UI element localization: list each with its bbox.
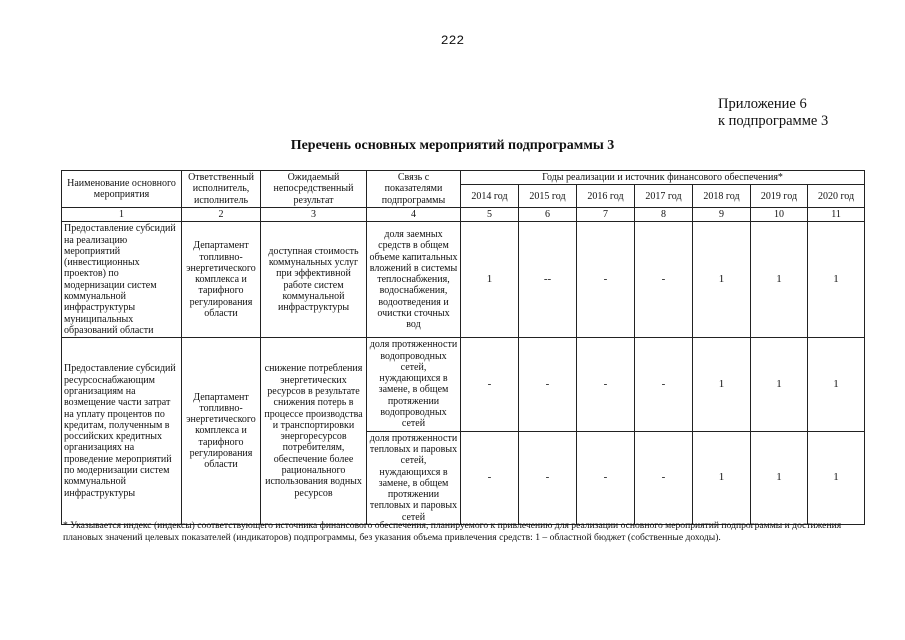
- column-number: 11: [808, 208, 865, 222]
- header-row: [62, 171, 865, 185]
- year-value: 1: [808, 338, 865, 431]
- year-value: -: [461, 431, 519, 524]
- column-number: 3: [261, 208, 367, 222]
- header-years-group: Годы реализации и источник финансового обеспечения*: [461, 171, 865, 185]
- year-value: -: [461, 338, 519, 431]
- appendix-line-1: Приложение 6: [718, 96, 807, 112]
- year-value: 1: [693, 431, 751, 524]
- year-value: 1: [751, 338, 808, 431]
- header-executor: Ответственный исполнитель, исполнитель: [182, 171, 261, 208]
- appendix-caption: [718, 96, 828, 130]
- header-year: 2014 год: [461, 185, 519, 208]
- header-year: 2019 год: [751, 185, 808, 208]
- year-value: 1: [808, 431, 865, 524]
- header-result: Ожидаемый непосредственный результат: [261, 171, 367, 208]
- activity-name: Предоставление субсидий ресурсоснабжающим организациям на возмещение части затрат на уплату процентов по кредитам, полученным в российских кредитных организациях на проведение мероприятий по модернизации систем коммунальной инфраструктуры: [62, 338, 182, 525]
- document-title: Перечень основных мероприятий подпрограммы 3: [290, 138, 615, 153]
- activities-table: [61, 170, 865, 525]
- header-year: 2016 год: [577, 185, 635, 208]
- column-number: 6: [519, 208, 577, 222]
- page-number: 222: [440, 33, 465, 48]
- year-value: 1: [751, 431, 808, 524]
- year-value: --: [519, 222, 577, 338]
- year-value: -: [635, 222, 693, 338]
- table-row: [62, 222, 865, 338]
- activity-indicator: доля протяженности водопроводных сетей, нуждающихся в замене, в общем протяжении водопроводных сетей: [367, 338, 461, 431]
- year-value: 1: [751, 222, 808, 338]
- year-value: -: [635, 431, 693, 524]
- column-number-row: [62, 208, 865, 222]
- footnote: * Указывается индекс (индексы) соответствующего источника финансового обеспечения, планируемого к привлечению для реализации основного мероприятий подпрограммы и достижения плановых значений целевых показателей (индикаторов) подпрограммы, без указания объема привлечения средств: 1 – областной бюджет (собственные доходы).: [63, 520, 842, 543]
- activity-result: снижение потребления энергетических ресурсов в результате снижения потерь в процессе производства и транспортировки энергоресурсов потребителям, обеспечение более рационального использования водных ресурсов: [261, 338, 367, 525]
- year-value: 1: [461, 222, 519, 338]
- appendix-line-2: к подпрограмме 3: [718, 113, 829, 129]
- year-value: 1: [693, 222, 751, 338]
- header-year: 2018 год: [693, 185, 751, 208]
- activity-name: Предоставление субсидий на реализацию мероприятий (инвестиционных проектов) по модернизации систем коммунальной инфраструктуры муниципальных образований области: [62, 222, 182, 338]
- column-number: 4: [367, 208, 461, 222]
- column-number: 2: [182, 208, 261, 222]
- year-value: -: [577, 431, 635, 524]
- activity-result: доступная стоимость коммунальных услуг при эффективной работе систем коммунальной инфраструктуры: [261, 222, 367, 338]
- column-number: 10: [751, 208, 808, 222]
- year-value: -: [577, 222, 635, 338]
- activity-indicator: доля заемных средств в общем объеме капитальных вложений в системы теплоснабжения, водоснабжения, водоотведения и очистки сточных вод: [367, 222, 461, 338]
- header-year: 2017 год: [635, 185, 693, 208]
- column-number: 7: [577, 208, 635, 222]
- year-value: -: [635, 338, 693, 431]
- year-value: -: [519, 338, 577, 431]
- column-number: 9: [693, 208, 751, 222]
- header-link: Связь с показателями подпрограммы: [367, 171, 461, 208]
- column-number: 8: [635, 208, 693, 222]
- activity-executor: Департамент топливно-энергетического комплекса и тарифного регулирования области: [182, 222, 261, 338]
- header-name: Наименование основного мероприятия: [62, 171, 182, 208]
- year-value: 1: [693, 338, 751, 431]
- column-number: 1: [62, 208, 182, 222]
- year-value: 1: [808, 222, 865, 338]
- activity-executor: Департамент топливно-энергетического комплекса и тарифного регулирования области: [182, 338, 261, 525]
- year-value: -: [577, 338, 635, 431]
- header-year: 2015 год: [519, 185, 577, 208]
- table-row: [62, 338, 865, 431]
- year-value: -: [519, 431, 577, 524]
- header-year: 2020 год: [808, 185, 865, 208]
- column-number: 5: [461, 208, 519, 222]
- activity-indicator: доля протяженности тепловых и паровых сетей, нуждающихся в замене, в общем протяжении тепловых и паровых сетей: [367, 431, 461, 524]
